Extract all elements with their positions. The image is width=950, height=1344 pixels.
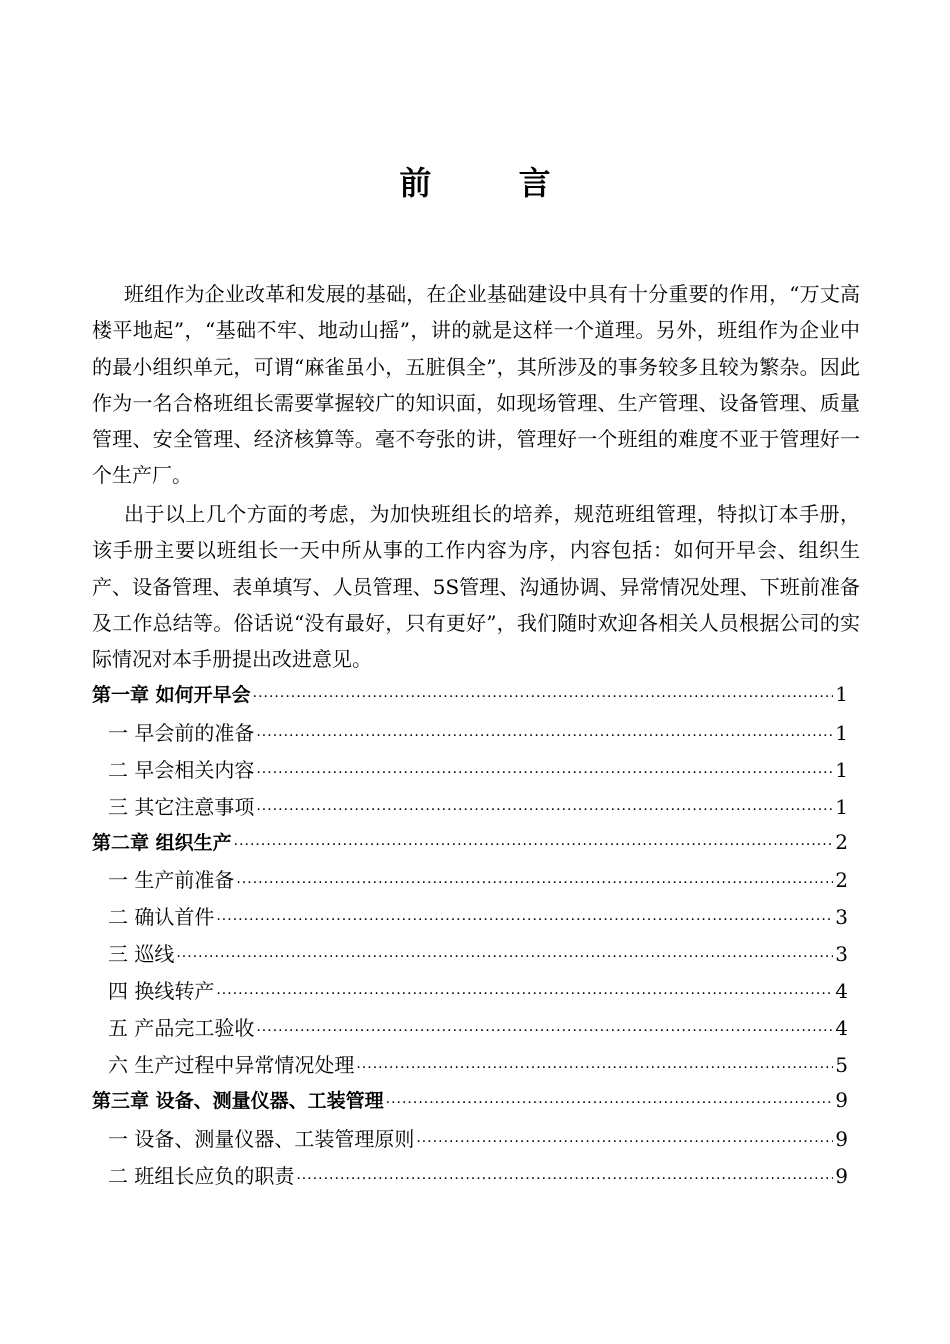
- toc-entry-page: 1: [835, 682, 848, 706]
- toc-leader-dots: [176, 949, 833, 965]
- toc-entry-page: 1: [835, 757, 848, 782]
- toc-entry-label: 三 其它注意事项: [108, 794, 255, 819]
- toc-entry-page: 2: [835, 829, 848, 854]
- preface-paragraph-2: 出于以上几个方面的考虑，为加快班组长的培养，规范班组管理，特拟订本手册，该手册主要以班组长一天中所从事的工作内容为序，内容包括：如何开早会、组织生产、设备管理、表单填写、人员管理、5S管理、沟通协调、异常情况处理、下班前准备及工作总结等。俗话说“没有最好，只有更好”，我们随时欢迎各相关人员根据公司的实际情况对本手册提出改进意见。: [92, 502, 860, 672]
- toc-leader-dots: [234, 837, 834, 853]
- toc-entry-label: 一 早会前的准备: [108, 720, 255, 745]
- toc-entry-label: 五 产品完工验收: [108, 1016, 255, 1041]
- toc-entry-page: 4: [835, 979, 848, 1004]
- toc-entry[interactable]: [92, 1123, 848, 1160]
- toc-entry-label: 一 生产前准备: [108, 868, 235, 893]
- toc-entry-label: 第一章 如何开早会: [92, 684, 251, 706]
- page-title: 前 言: [399, 164, 589, 202]
- toc-entry-page: 1: [835, 794, 848, 819]
- toc-entry[interactable]: [92, 1012, 848, 1049]
- toc-entry-page: 3: [835, 942, 848, 967]
- toc-entry[interactable]: [92, 717, 848, 754]
- toc-entry[interactable]: [92, 975, 848, 1012]
- toc-leader-dots: [256, 1023, 833, 1039]
- toc-leader-dots: [216, 986, 833, 1002]
- toc-entry-label: 一 设备、测量仪器、工装管理原则: [108, 1126, 415, 1151]
- preface-paragraph-1: 班组作为企业改革和发展的基础，在企业基础建设中具有十分重要的作用，“万丈高楼平地起”，“基础不牢、地动山摇”，讲的就是这样一个道理。另外，班组作为企业中的最小组织单元，可谓“麻雀虽小，五脏俱全”，其所涉及的事务较多且较为繁杂。因此作为一名合格班组长需要掌握较广的知识面，如现场管理、生产管理、设备管理、质量管理、安全管理、经济核算等。毫不夸张的讲，管理好一个班组的难度不亚于管理好一个生产厂。: [92, 282, 860, 488]
- toc-entry[interactable]: [92, 1049, 848, 1086]
- toc-entry[interactable]: [92, 938, 848, 975]
- toc-entry-page: 9: [835, 1087, 848, 1112]
- toc-entry-page: 1: [835, 720, 848, 745]
- toc-entry-label: 三 巡线: [108, 942, 175, 967]
- toc-entry-label: 第二章 组织生产: [92, 831, 232, 854]
- toc-leader-dots: [256, 728, 833, 744]
- toc-leader-dots: [356, 1060, 833, 1076]
- toc-entry-page: 9: [835, 1126, 848, 1151]
- toc-entry[interactable]: [92, 1086, 848, 1123]
- toc-entry-page: 2: [835, 868, 848, 893]
- toc-leader-dots: [256, 765, 833, 781]
- toc-entry[interactable]: [92, 864, 848, 901]
- toc-entry-page: 4: [835, 1016, 848, 1041]
- toc-entry-label: 六 生产过程中异常情况处理: [108, 1052, 355, 1077]
- toc-entry-label: 二 班组长应负的职责: [108, 1163, 295, 1188]
- toc-entry-label: 二 早会相关内容: [108, 757, 255, 782]
- toc-leader-dots: [416, 1134, 833, 1150]
- toc-entry[interactable]: [92, 901, 848, 938]
- toc-entry[interactable]: [92, 828, 848, 865]
- toc-entry-page: 3: [835, 905, 848, 930]
- toc-leader-dots: [236, 875, 833, 891]
- toc-leader-dots: [296, 1171, 833, 1187]
- toc-entry[interactable]: [92, 1160, 848, 1197]
- toc-entry-page: 5: [835, 1052, 848, 1077]
- toc-entry-label: 四 换线转产: [108, 979, 215, 1004]
- toc-entry-label: 第三章 设备、测量仪器、工装管理: [92, 1089, 384, 1112]
- toc-leader-dots: [253, 689, 834, 705]
- toc-entry[interactable]: [92, 791, 848, 828]
- toc-entry-label: 二 确认首件: [108, 905, 215, 930]
- toc-leader-dots: [386, 1095, 834, 1111]
- toc-entry[interactable]: [92, 754, 848, 791]
- toc-leader-dots: [216, 912, 833, 928]
- toc-entry-page: 9: [835, 1163, 848, 1188]
- toc-entry[interactable]: [92, 680, 848, 717]
- table-of-contents: [92, 680, 848, 1196]
- toc-leader-dots: [256, 802, 833, 818]
